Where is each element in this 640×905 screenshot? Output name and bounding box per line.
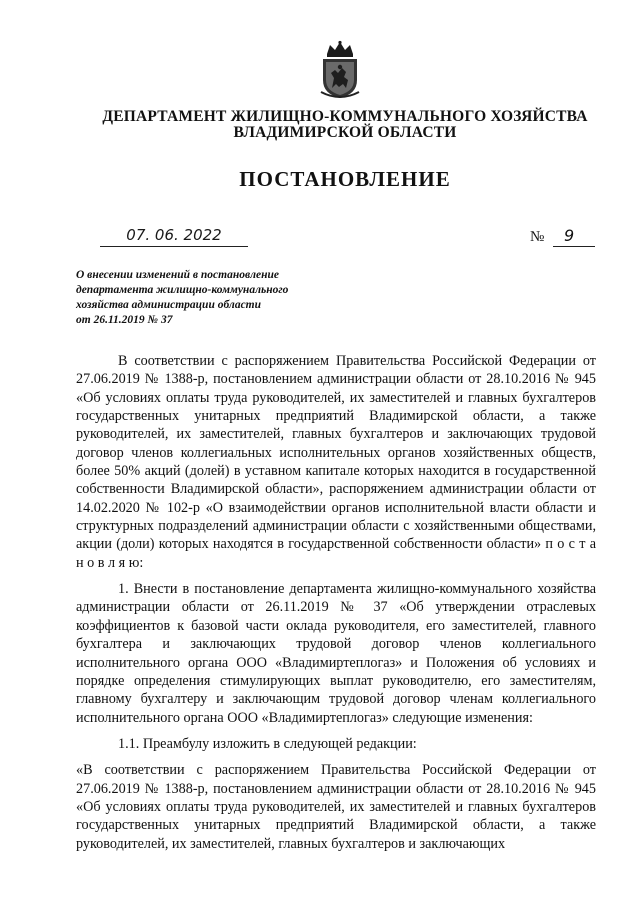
department-name-line1: ДЕПАРТАМЕНТ ЖИЛИЩНО-КОММУНАЛЬНОГО ХОЗЯЙСТВА (102, 108, 588, 125)
preamble-paragraph: В соответствии с распоряжением Правительства Российской Федерации от 27.06.2019 № 1388-р, постановлением администрации области от 28.10.2016 № 945 «Об условиях оплаты труда руководителей, их заместителей и главных бухгалтеров государственных унитарных предприятий Владимирской области, а также руководителей, их заместителей, главных бухгалтеров и заключающих трудовой договор членов коллегиальных исполнительных органов хозяйственных обществ, более 50% акций (долей) в уставном капитале которых находится в государственной собственности Владимирской области», распоряжением администрации области от 14.02.2020 № 102-р «О взаимодействии органов исполнительной власти области и структурных подразделений администрации области с хозяйственными обществами, акции (доли) которых находятся в государственной собственности области» п о с т а н о в л я ю: (76, 353, 596, 571)
document-subject (76, 268, 346, 328)
number-underline (553, 246, 595, 247)
subject-line: от 26.11.2019 № 37 (76, 314, 173, 326)
subject-line: департамента жилищно-коммунального (76, 284, 289, 296)
date-underline (100, 246, 248, 247)
quoted-preamble-paragraph: «В соответствии с распоряжением Правительства Российской Федерации от 27.06.2019 № 1388-р, постановлением администрации области от 28.10.2016 № 945 «Об условиях оплаты труда руководителей, их заместителей и главных бухгалтеров государственных унитарных предприятий Владимирской области, а также руководителей, их заместителей, главных бухгалтеров и заключающих (76, 762, 596, 852)
document-number (530, 226, 590, 246)
number-value: 9 (563, 226, 575, 245)
subject-line: хозяйства администрации области (76, 299, 262, 311)
item-1-paragraph: 1. Внести в постановление департамента жилищно-коммунального хозяйства администрации области от 26.11.2019 № 37 «Об утверждении отраслевых коэффициентов к базовой части оклада руководителя, его заместителей, главного бухгалтера и заключающих трудовой договор членов коллегиального исполнительного органа ООО «Владимиртеплогаз» и Положения об условиях и порядке определения стимулирующих выплат руководителю, его заместителям, главному бухгалтеру и заключающим трудовой договор членам коллегиального исполнительного органа ООО «Владимиртеплогаз» следующие изменения: (76, 581, 596, 726)
document-type-title: ПОСТАНОВЛЕНИЕ (239, 167, 451, 191)
department-name-line2: ВЛАДИМИРСКОЙ ОБЛАСТИ (233, 124, 457, 141)
number-label: № (530, 229, 545, 245)
document-date: 07. 06. 2022 (126, 226, 222, 244)
item-1-1-paragraph: 1.1. Преамбулу изложить в следующей редакции: (118, 735, 417, 752)
coat-of-arms-icon (318, 40, 362, 100)
document-body (76, 352, 596, 853)
subject-line: О внесении изменений в постановление (76, 269, 280, 281)
